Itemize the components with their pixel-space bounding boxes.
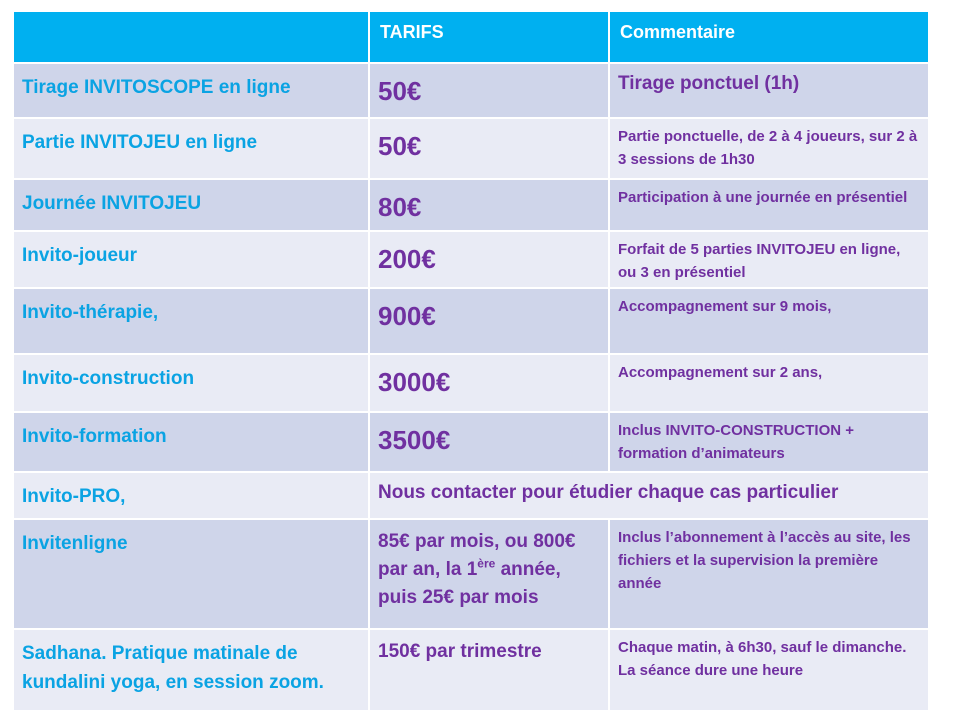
comment: Inclus INVITO-CONSTRUCTION + formation d’animateurs (609, 412, 929, 472)
service-name: Journée INVITOJEU (13, 179, 369, 231)
comment: Tirage ponctuel (1h) (609, 63, 929, 118)
header-service (13, 11, 369, 63)
price-part-2: année, puis 25€ par mois (378, 559, 561, 608)
price: 50€ (369, 118, 609, 179)
comment: Participation à une journée en présentiel (609, 179, 929, 231)
price: 900€ (369, 288, 609, 354)
price: 3000€ (369, 354, 609, 412)
service-name: Sadhana. Pratique matinale de kundalini yoga, en session zoom. (13, 629, 369, 711)
comment: Inclus l’abonnement à l’accès au site, les fichiers et la supervision la première année (609, 519, 929, 629)
comment: Accompagnement sur 9 mois, (609, 288, 929, 354)
table-row (13, 354, 929, 412)
pricing-table (12, 10, 930, 712)
service-name: Invito-joueur (13, 231, 369, 288)
table-row (13, 629, 929, 711)
service-name: Invito-construction (13, 354, 369, 412)
table-row (13, 412, 929, 472)
service-name: Tirage INVITOSCOPE en ligne (13, 63, 369, 118)
table-row (13, 179, 929, 231)
service-name: Invito-thérapie, (13, 288, 369, 354)
table-row (13, 288, 929, 354)
table-row (13, 472, 929, 519)
comment: Accompagnement sur 2 ans, (609, 354, 929, 412)
price: 50€ (369, 63, 609, 118)
comment: Partie ponctuelle, de 2 à 4 joueurs, sur 2 à 3 sessions de 1h30 (609, 118, 929, 179)
contact-note: Nous contacter pour étudier chaque cas particulier (369, 472, 929, 519)
service-name: Invitenligne (13, 519, 369, 629)
price: 200€ (369, 231, 609, 288)
price (369, 519, 609, 629)
comment: Forfait de 5 parties INVITOJEU en ligne, ou 3 en présentiel (609, 231, 929, 288)
price: 150€ par trimestre (369, 629, 609, 711)
service-name: Invito-formation (13, 412, 369, 472)
table-row (13, 118, 929, 179)
table-header-row (13, 11, 929, 63)
table-row (13, 519, 929, 629)
service-name: Invito-PRO, (13, 472, 369, 519)
price-part-1: 85€ par mois, ou 800€ par an, la 1 (378, 531, 576, 580)
service-name: Partie INVITOJEU en ligne (13, 118, 369, 179)
price-superscript: ère (477, 556, 496, 571)
header-commentaire: Commentaire (609, 11, 929, 63)
price: 3500€ (369, 412, 609, 472)
table-row (13, 63, 929, 118)
table-row (13, 231, 929, 288)
comment: Chaque matin, à 6h30, sauf le dimanche. La séance dure une heure (609, 629, 929, 711)
header-tarifs: TARIFS (369, 11, 609, 63)
price: 80€ (369, 179, 609, 231)
